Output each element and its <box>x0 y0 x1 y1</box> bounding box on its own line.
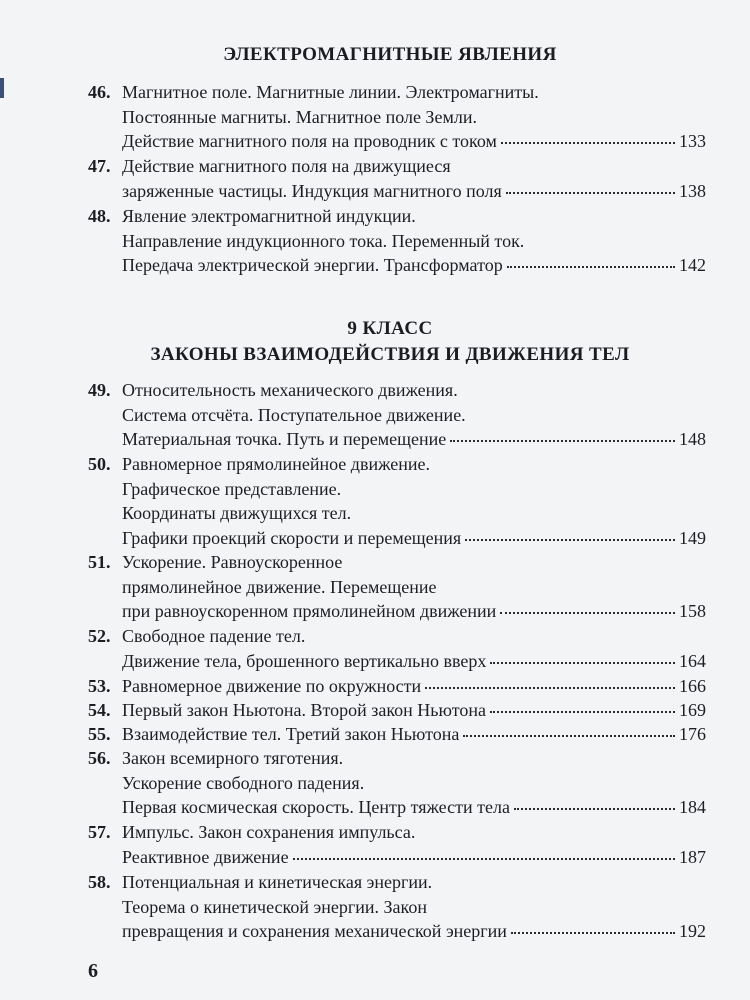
toc-entry-text: Передача электрической энергии. Трансформатор <box>122 255 503 275</box>
page-number: 6 <box>88 960 98 982</box>
toc-entry-text: Движение тела, брошенного вертикально вверх <box>122 650 487 671</box>
toc-entry-number: 50. <box>88 454 111 474</box>
dot-leader <box>514 794 675 810</box>
toc-entry-line <box>122 253 706 277</box>
page-edge-mark <box>0 78 4 98</box>
toc-entry-number: 53. <box>88 676 111 696</box>
toc-entry-number: 46. <box>88 82 111 102</box>
toc-entry-number: 57. <box>88 822 111 842</box>
toc-page-number: 184 <box>679 797 706 817</box>
toc-entry-number: 56. <box>88 748 111 768</box>
toc-entry-line <box>122 795 706 819</box>
dot-leader <box>511 918 675 934</box>
toc-entry-text: Действие магнитного поля на проводник с током <box>122 131 497 151</box>
toc-page-number: 133 <box>679 131 706 151</box>
toc-entry-line <box>122 179 706 203</box>
toc-page-number: 166 <box>679 676 706 696</box>
toc-page-number: 158 <box>679 601 706 621</box>
dot-leader <box>450 426 675 442</box>
toc-entry-line <box>122 895 706 919</box>
toc-entry-text: Действие магнитного поля на движущиеся <box>122 156 451 176</box>
toc-page-number: 138 <box>679 180 706 201</box>
toc-entry-line <box>122 105 706 129</box>
toc-entry-line <box>88 204 706 228</box>
toc-entry-number: 52. <box>88 626 111 646</box>
toc-entry-line <box>88 674 706 698</box>
toc-entry-line <box>122 845 706 869</box>
toc-entry-line <box>88 154 706 178</box>
toc-entry-text: Реактивное движение <box>122 846 289 867</box>
toc-entry-line <box>88 820 706 844</box>
toc-entry-text: Магнитное поле. Магнитные линии. Электромагниты. <box>122 82 539 102</box>
toc-entry-text: Первый закон Ньютона. Второй закон Ньютона <box>122 700 486 720</box>
toc-entry-line <box>88 698 706 722</box>
toc-entry-line <box>122 403 706 427</box>
toc-entry-line <box>122 599 706 623</box>
toc-entry-line <box>88 746 706 770</box>
toc-entry-line <box>88 452 706 476</box>
toc-page-number: 176 <box>679 724 706 744</box>
toc-entry-text: Графики проекций скорости и перемещения <box>122 527 462 548</box>
toc-entry-number: 49. <box>88 380 111 400</box>
dot-leader <box>500 598 675 614</box>
toc-entry-line <box>122 649 706 673</box>
toc-entry-number: 47. <box>88 156 111 176</box>
toc-entry-text: Первая космическая скорость. Центр тяжести тела <box>122 797 510 817</box>
toc-page-number: 142 <box>679 255 706 275</box>
toc-entry-line <box>122 129 706 153</box>
toc-entry-text: Ускорение свободного падения. <box>122 772 365 793</box>
toc-entry-text: Теорема о кинетической энергии. Закон <box>122 896 427 917</box>
toc-entry-line <box>122 771 706 795</box>
toc-entry-text: Свободное падение тел. <box>122 626 306 646</box>
toc-entry-text: Равномерное движение по окружности <box>122 676 422 696</box>
toc-entry-text: при равноускоренном прямолинейном движении <box>122 601 497 621</box>
toc-entry-text: Постоянные магниты. Магнитное поле Земли. <box>122 106 477 127</box>
dot-leader <box>425 673 675 689</box>
toc-entry-text: Явление электромагнитной индукции. <box>122 206 416 226</box>
section-heading-electromagnetic: ЭЛЕКТРОМАГНИТНЫЕ ЯВЛЕНИЯ <box>223 44 557 65</box>
section-heading-laws: ЗАКОНЫ ВЗАИМОДЕЙСТВИЯ И ДВИЖЕНИЯ ТЕЛ <box>150 344 630 365</box>
toc-entry-line <box>88 80 706 104</box>
toc-entry-line <box>88 870 706 894</box>
toc-entry-line <box>122 501 706 525</box>
toc-entry-text: Равномерное прямолинейное движение. <box>122 454 431 474</box>
toc-entry-text: Взаимодействие тел. Третий закон Ньютона <box>122 724 460 744</box>
dot-leader <box>506 178 675 194</box>
toc-page-number: 187 <box>679 846 706 867</box>
toc-entry-number: 55. <box>88 724 111 744</box>
dot-leader <box>507 252 675 268</box>
toc-page-number: 169 <box>679 700 706 720</box>
toc-entry-line <box>122 477 706 501</box>
toc-entry-text: Потенциальная и кинетическая энергии. <box>122 872 433 892</box>
toc-entry-text: Материальная точка. Путь и перемещение <box>122 429 447 449</box>
toc-page-number: 164 <box>679 650 706 671</box>
toc-entry-text: прямолинейное движение. Перемещение <box>122 576 437 597</box>
dot-leader <box>465 525 675 541</box>
toc-entry-line <box>122 229 706 253</box>
dot-leader <box>490 648 675 664</box>
toc-entry-number: 51. <box>88 552 111 572</box>
toc-page-number: 192 <box>679 921 706 941</box>
toc-entry-text: Направление индукционного тока. Переменный ток. <box>122 230 525 251</box>
toc-entry-text: Относительность механического движения. <box>122 380 458 400</box>
toc-entry-line <box>122 526 706 550</box>
dot-leader <box>293 844 675 860</box>
grade-heading: 9 КЛАСС <box>347 318 433 339</box>
dot-leader <box>501 128 675 144</box>
toc-entry-number: 48. <box>88 206 111 226</box>
toc-entry-text: Импульс. Закон сохранения импульса. <box>122 822 416 842</box>
toc-entry-text: Закон всемирного тяготения. <box>122 748 344 768</box>
toc-entry-text: Система отсчёта. Поступательное движение. <box>122 404 466 425</box>
toc-entry-line <box>88 550 706 574</box>
toc-entry-text: заряженные частицы. Индукция магнитного поля <box>122 180 502 201</box>
toc-entry-text: Ускорение. Равноускоренное <box>122 552 343 572</box>
toc-entry-line <box>88 378 706 402</box>
toc-page-number: 148 <box>679 429 706 449</box>
toc-entry-text: превращения и сохранения механической энергии <box>122 921 507 941</box>
dot-leader <box>490 697 675 713</box>
toc-entry-line <box>88 624 706 648</box>
toc-entry-line <box>88 722 706 746</box>
toc-entry-line <box>122 575 706 599</box>
toc-entry-text: Графическое представление. <box>122 478 342 499</box>
toc-entry-text: Координаты движущихся тел. <box>122 503 352 523</box>
toc-entry-number: 58. <box>88 872 111 892</box>
dot-leader <box>463 721 675 737</box>
toc-page-number: 149 <box>679 527 706 548</box>
toc-entry-number: 54. <box>88 700 111 720</box>
toc-entry-line <box>122 427 706 451</box>
toc-entry-line <box>122 919 706 943</box>
